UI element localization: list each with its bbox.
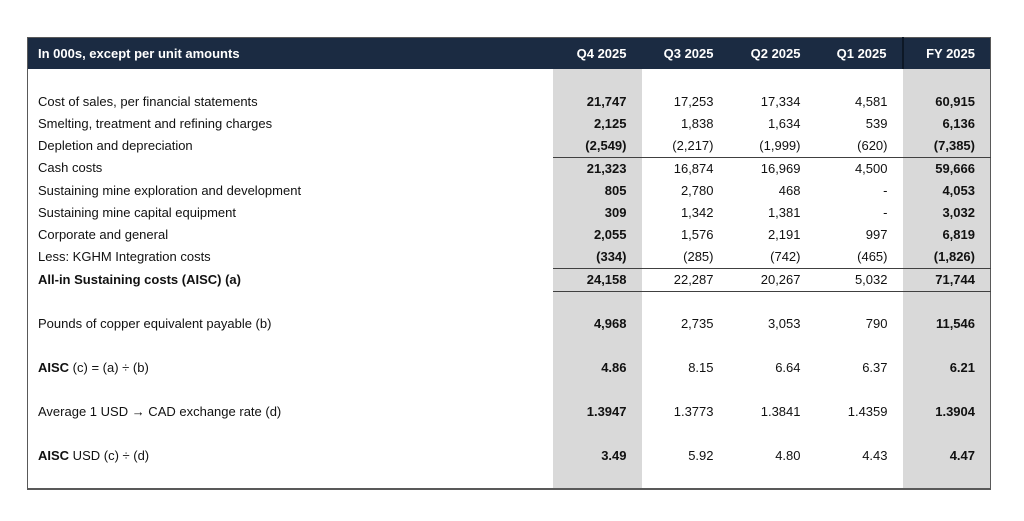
table-row — [28, 401, 991, 423]
table-row — [28, 202, 991, 224]
cell-q3-2025: 8.15 — [688, 360, 714, 375]
cell-q2-2025: 2,191 — [767, 226, 801, 242]
cell-fy-2025: 59,666 — [903, 157, 991, 180]
cell-q4-2025: 3.49 — [553, 445, 642, 467]
table-row — [28, 313, 991, 335]
spacer-cell-q1-2025 — [816, 335, 903, 357]
spacer-cell-fy-2025 — [903, 335, 991, 357]
cell-q3-2025: 2,780 — [680, 182, 714, 198]
cell-q4-2025: 2,125 — [553, 113, 642, 135]
row-label: Cash costs — [38, 160, 103, 176]
spacer-cell-fy-2025 — [903, 423, 991, 445]
cell-q1-2025: - — [883, 182, 888, 198]
cell-q3-2025: 1,838 — [680, 115, 714, 131]
spacer-cell-q4-2025 — [553, 379, 642, 401]
cell-q3-2025: (285) — [642, 246, 729, 269]
cell-q2-2025: (742) — [729, 246, 816, 269]
row-label — [28, 467, 553, 489]
cell-q4-2025: (334) — [553, 246, 642, 269]
cell-q1-2025: (620) — [816, 135, 903, 158]
cell-fy-2025: 11,546 — [903, 313, 991, 335]
header-row — [28, 38, 991, 69]
cell-q2-2025: 468 — [778, 182, 801, 198]
spacer-row — [28, 423, 991, 445]
cell-q1-2025: 539 — [865, 115, 888, 131]
spacer-cell-q2-2025 — [729, 423, 816, 445]
spacer-cell-q1-2025 — [816, 379, 903, 401]
table-row — [28, 224, 991, 246]
cell-q4-2025: 1.3947 — [553, 401, 642, 423]
cell-q2-2025: 1,634 — [767, 115, 801, 131]
spacer-cell-q3-2025 — [642, 69, 729, 91]
row-label-bold-part: AISC — [38, 360, 70, 375]
table-row — [28, 445, 991, 467]
row-label: Average 1 USD → CAD exchange rate (d) — [38, 404, 282, 419]
row-label — [28, 423, 553, 445]
row-label: All-in Sustaining costs (AISC) (a) — [38, 271, 241, 287]
cell-fy-2025: 3,032 — [903, 202, 991, 224]
header-q4-2025: Q4 2025 — [553, 38, 642, 69]
cell-q3-2025: (2,217) — [642, 135, 729, 158]
spacer-cell-q3-2025 — [642, 379, 729, 401]
cell-q2-2025: 1,381 — [767, 204, 801, 220]
spacer-row — [28, 379, 991, 401]
cell-q3-2025: 1.3773 — [673, 404, 714, 419]
cell-fy-2025: (7,385) — [903, 135, 991, 158]
row-label — [28, 379, 553, 401]
table-row — [28, 268, 991, 291]
cell-q4-2025: 24,158 — [553, 268, 642, 291]
cell-q1-2025: 6.37 — [862, 360, 888, 375]
cell-q2-2025: 20,267 — [729, 268, 816, 291]
row-label: Pounds of copper equivalent payable (b) — [38, 316, 272, 331]
cell-q1-2025: (465) — [816, 246, 903, 269]
spacer-cell-q2-2025 — [729, 467, 816, 489]
cell-fy-2025: 4.47 — [903, 445, 991, 467]
cell-q3-2025: 17,253 — [673, 93, 714, 109]
row-label: Smelting, treatment and refining charges — [38, 115, 273, 131]
cell-q2-2025: 6.64 — [775, 360, 801, 375]
cell-q3-2025: 16,874 — [673, 160, 714, 176]
cell-q2-2025: 16,969 — [760, 160, 801, 176]
row-label-bold-part: AISC — [38, 448, 70, 463]
cell-fy-2025: 6,136 — [903, 113, 991, 135]
spacer-cell-q4-2025 — [553, 291, 642, 313]
spacer-cell-q1-2025 — [816, 423, 903, 445]
spacer-cell-q3-2025 — [642, 423, 729, 445]
cell-q2-2025: 3,053 — [767, 316, 801, 331]
spacer-cell-fy-2025 — [903, 291, 991, 313]
cell-q2-2025: (1,999) — [729, 135, 816, 158]
cell-q3-2025: 22,287 — [642, 268, 729, 291]
row-label — [28, 69, 553, 91]
table-row — [28, 357, 991, 379]
cell-q2-2025: 1.3841 — [760, 404, 801, 419]
spacer-cell-q4-2025 — [553, 335, 642, 357]
table-body — [28, 69, 991, 490]
spacer-cell-q3-2025 — [642, 335, 729, 357]
header-units-label: In 000s, except per unit amounts — [28, 38, 553, 69]
cell-q1-2025: - — [883, 204, 888, 220]
cell-fy-2025: 6,819 — [903, 224, 991, 246]
cell-q1-2025: 4,581 — [854, 93, 888, 109]
cell-fy-2025: 4,053 — [903, 180, 991, 202]
spacer-cell-fy-2025 — [903, 69, 991, 91]
row-label: Depletion and depreciation — [38, 137, 193, 153]
spacer-cell-q4-2025 — [553, 467, 642, 489]
cell-q4-2025: 21,747 — [553, 91, 642, 113]
cell-q4-2025: 4.86 — [553, 357, 642, 379]
spacer-cell-q4-2025 — [553, 69, 642, 91]
table-row — [28, 246, 991, 269]
cell-q1-2025: 997 — [865, 226, 888, 242]
row-label — [28, 335, 553, 357]
cell-fy-2025: 1.3904 — [903, 401, 991, 423]
row-label: AISC USD (c) ÷ (d) — [38, 448, 150, 463]
cell-q2-2025: 17,334 — [760, 93, 801, 109]
header-q3-2025: Q3 2025 — [642, 38, 729, 69]
table-row — [28, 157, 991, 180]
cell-q2-2025: 4.80 — [775, 448, 801, 463]
row-label: Sustaining mine capital equipment — [38, 204, 237, 220]
spacer-cell-fy-2025 — [903, 379, 991, 401]
spacer-cell-q1-2025 — [816, 69, 903, 91]
cell-q3-2025: 1,342 — [680, 204, 714, 220]
table-row — [28, 113, 991, 135]
cell-q4-2025: 2,055 — [553, 224, 642, 246]
spacer-row — [28, 291, 991, 313]
cell-q4-2025: 805 — [553, 180, 642, 202]
spacer-cell-q4-2025 — [553, 423, 642, 445]
cell-q1-2025: 5,032 — [816, 268, 903, 291]
row-label — [28, 291, 553, 313]
spacer-cell-q2-2025 — [729, 69, 816, 91]
table-header — [28, 38, 991, 69]
spacer-cell-fy-2025 — [903, 467, 991, 489]
cell-q3-2025: 1,576 — [680, 226, 714, 242]
cell-q1-2025: 4.43 — [862, 448, 888, 463]
aisc-table — [27, 37, 991, 490]
cell-q1-2025: 1.4359 — [847, 404, 888, 419]
header-q1-2025: Q1 2025 — [816, 38, 903, 69]
spacer-cell-q1-2025 — [816, 291, 903, 313]
spacer-row — [28, 467, 991, 489]
cell-fy-2025: 6.21 — [903, 357, 991, 379]
cell-q1-2025: 4,500 — [854, 160, 888, 176]
spacer-cell-q2-2025 — [729, 335, 816, 357]
table-row — [28, 135, 991, 158]
cell-fy-2025: 71,744 — [903, 268, 991, 291]
row-label: Sustaining mine exploration and development — [38, 182, 302, 198]
table-row — [28, 91, 991, 113]
table-row — [28, 180, 991, 202]
row-label: Less: KGHM Integration costs — [38, 248, 211, 264]
cell-q4-2025: 309 — [553, 202, 642, 224]
cell-q4-2025: 21,323 — [553, 157, 642, 180]
spacer-row — [28, 335, 991, 357]
spacer-cell-q2-2025 — [729, 379, 816, 401]
spacer-cell-q2-2025 — [729, 291, 816, 313]
row-label: Corporate and general — [38, 226, 169, 242]
header-fy-2025: FY 2025 — [903, 38, 991, 69]
cell-q3-2025: 5.92 — [688, 448, 714, 463]
spacer-row — [28, 69, 991, 91]
cell-q3-2025: 2,735 — [680, 316, 714, 331]
spacer-cell-q3-2025 — [642, 467, 729, 489]
cell-q4-2025: (2,549) — [553, 135, 642, 158]
header-q2-2025: Q2 2025 — [729, 38, 816, 69]
spacer-cell-q1-2025 — [816, 467, 903, 489]
cell-q4-2025: 4,968 — [553, 313, 642, 335]
cell-q1-2025: 790 — [865, 316, 888, 331]
row-label: AISC (c) = (a) ÷ (b) — [38, 360, 149, 375]
spacer-cell-q3-2025 — [642, 291, 729, 313]
cell-fy-2025: 60,915 — [903, 91, 991, 113]
cell-fy-2025: (1,826) — [903, 246, 991, 269]
row-label: Cost of sales, per financial statements — [38, 93, 258, 109]
